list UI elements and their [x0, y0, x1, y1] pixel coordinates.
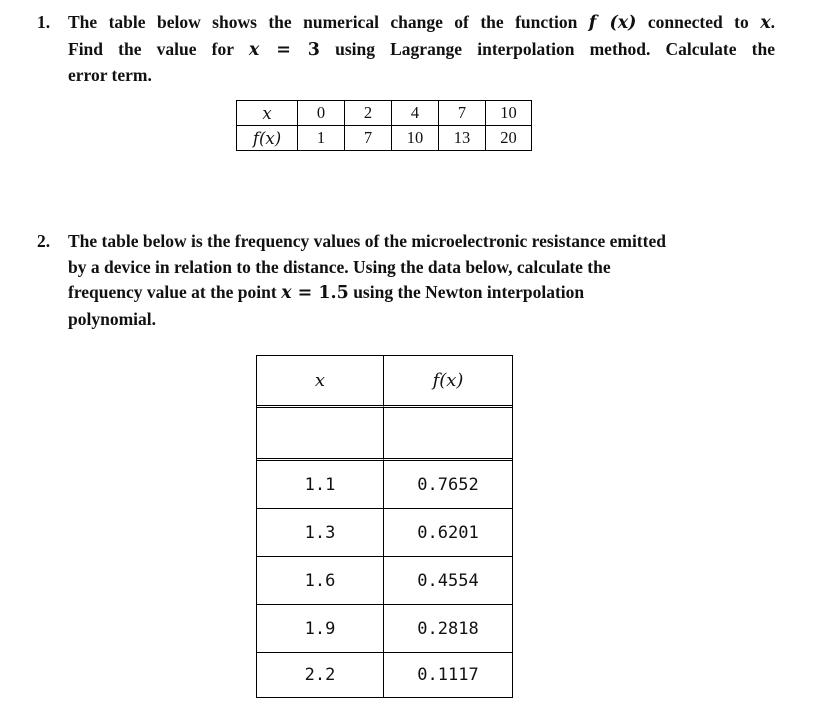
header-fx: f(x)	[384, 356, 512, 408]
question-2-text	[68, 229, 666, 332]
question-1-text	[68, 10, 775, 89]
fx-value: 13	[439, 126, 486, 151]
x-value: 1.6	[257, 557, 384, 605]
x-value: 1.1	[257, 461, 384, 509]
fx-value: 0.6201	[384, 509, 512, 557]
header-fx: f(x)	[237, 126, 298, 151]
table-row	[257, 653, 512, 697]
table-row	[257, 557, 512, 605]
question-2-line-4: polynomial.	[68, 308, 157, 329]
fx-value: 7	[345, 126, 392, 151]
x-value: 0	[298, 101, 345, 126]
x-value: 1.9	[257, 605, 384, 653]
question-2-line-2: by a device in relation to the distance. Using the data below, calculate the	[68, 256, 611, 277]
newton-data-table	[256, 355, 513, 698]
fx-value: 1	[298, 126, 345, 151]
question-1-number: 1.	[37, 12, 51, 32]
question-2-line-3: frequency value at the point x = 1.5 using the Newton interpolation	[68, 282, 585, 303]
question-2-number: 2.	[37, 231, 51, 251]
x-value: 4	[392, 101, 439, 126]
header-x: x	[257, 356, 384, 408]
fx-value: 20	[486, 126, 532, 151]
table-row	[257, 509, 512, 557]
table-blank-row	[257, 408, 512, 461]
fx-value: 10	[392, 126, 439, 151]
table-row	[237, 101, 532, 126]
x-value: 7	[439, 101, 486, 126]
fx-value: 0.1117	[417, 665, 479, 685]
header-x: x	[237, 101, 298, 126]
x-value: 2	[345, 101, 392, 126]
table-row	[257, 461, 512, 509]
question-1-line-3: error term.	[68, 65, 152, 85]
lagrange-data-table	[236, 100, 532, 151]
table-row	[257, 605, 512, 653]
fx-value: 0.2818	[384, 605, 512, 653]
fx-value: 0.7652	[384, 461, 512, 509]
x-value: 2.2	[257, 653, 384, 697]
question-1-line-1: The table below shows the numerical change of the function f (x) connected to x.	[68, 12, 775, 33]
fx-value: 0.4554	[384, 557, 512, 605]
table-row	[237, 126, 532, 151]
x-value: 1.3	[257, 509, 384, 557]
blank-cell	[384, 408, 512, 461]
blank-cell	[257, 408, 384, 461]
question-2-line-1: The table below is the frequency values of the microelectronic resistance emitted	[68, 231, 666, 251]
x-value: 10	[486, 101, 532, 126]
table-header-row	[257, 356, 512, 408]
question-1-line-2: Find the value for x = 3 using Lagrange interpolation method. Calculate the	[68, 38, 775, 60]
